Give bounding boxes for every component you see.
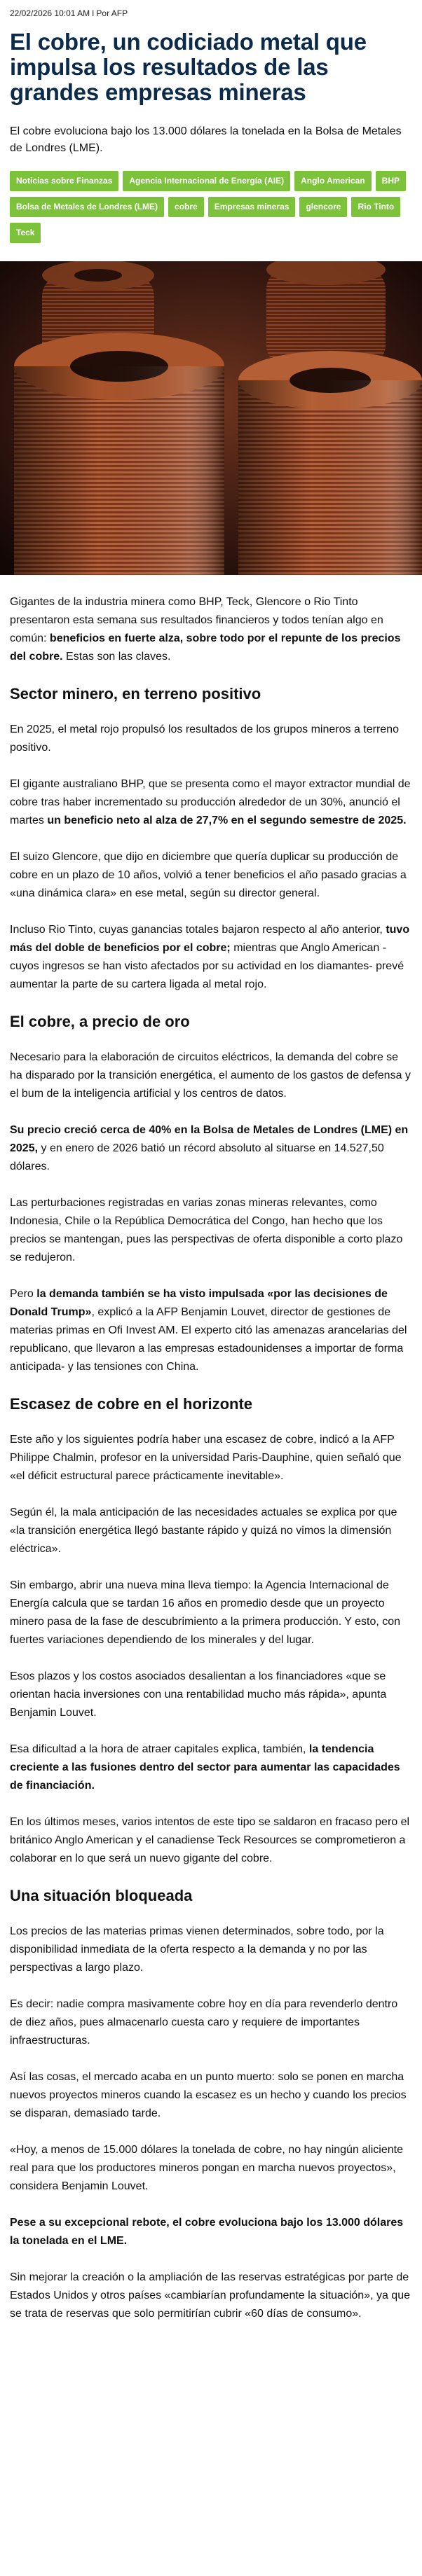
paragraph: En los últimos meses, varios intentos de este tipo se saldaron en fracaso pero el británico Anglo American y el canadiense Teck Resources se comprometieron a colaborar en lo que será un nuevo gigante del cobre. [10, 1816, 410, 1864]
section-heading: El cobre, a precio de oro [10, 1013, 190, 1030]
article [0, 0, 422, 243]
paragraph: Incluso Rio Tinto, cuyas ganancias totales bajaron respecto al año anterior, tuvo más del doble de beneficios por el cobre; mientras que Anglo American -cuyos ingresos se han visto afectados por su actividad en los diamantes- prevé aumentar la parte de su cartera ligada al metal rojo. [10, 924, 410, 990]
paragraph: Su precio creció cerca de 40% en la Bolsa de Metales de Londres (LME) en 2025, y en enero de 2026 batió un récord absoluto al situarse en 14.527,50 dólares. [10, 1124, 409, 1172]
tag[interactable]: Agencia Internacional de Energía (AIE) [123, 171, 290, 191]
section-heading: Una situación bloqueada [10, 1887, 193, 1904]
tag[interactable]: Teck [10, 223, 41, 243]
tag[interactable]: Empresas mineras [208, 197, 296, 217]
paragraph: En 2025, el metal rojo propulsó los resultados de los grupos mineros a terreno positivo. [10, 723, 399, 754]
paragraph: Sin mejorar la creación o la ampliación de las reservas estratégicas por parte de Estados Unidos y otros países «cambiarían profundamente la situación», ya que se trata de reservas que solo permitirían cubrir «60 días de consumo». [10, 2271, 410, 2320]
paragraph: Pero la demanda también se ha visto impulsada «por las decisiones de Donald Trump», explicó a la AFP Benjamin Louvet, director de gestiones de materias primas en Ofi Invest AM. El experto citó las amenazas arancelarias del republicano, que llevaron a las empresas estadounidenses a importar de forma anticipada- y las tensiones con China. [10, 1288, 407, 1373]
section-heading: Sector minero, en terreno positivo [10, 685, 261, 702]
lead: El cobre evoluciona bajo los 13.000 dólares la tonelada en la Bolsa de Metales de Londres (LME). [10, 125, 402, 154]
paragraph: El gigante australiano BHP, que se presenta como el mayor extractor mundial de cobre tras haber incrementado su producción alrededor de un 30%, anunció el martes un beneficio neto al alza de 27,7% en el segundo semestre de 2025. [10, 778, 411, 826]
paragraph: Según él, la mala anticipación de las necesidades actuales se explica por que «la transición energética llegó bastante rápido y quizá no vimos la dimensión eléctrica». [10, 1507, 397, 1555]
tag[interactable]: Rio Tinto [351, 197, 400, 217]
paragraph: Es decir: nadie compra masivamente cobre hoy en día para revenderlo dentro de diez años, pues almacenarlo cuesta caro y requiere de importantes infraestructuras. [10, 1998, 398, 2047]
section-heading: Escasez de cobre en el horizonte [10, 1395, 253, 1413]
paragraph: Sin embargo, abrir una nueva mina lleva tiempo: la Agencia Internacional de Energía calcula que se tardan 16 años en promedio desde que un proyecto minero pasa de la fase de descubrimiento a la primera producción. Y esto, con fuertes variaciones dependiendo de los minerales y del lugar. [10, 1579, 401, 1646]
paragraph: Esa dificultad a la hora de atraer capitales explica, también, la tendencia creciente a las fusiones dentro del sector para aumentar las capacidades de financiación. [10, 1743, 400, 1792]
copper-coils-photo [0, 261, 422, 575]
paragraph: Las perturbaciones registradas en varias zonas mineras relevantes, como Indonesia, Chile o la República Democrática del Congo, han hecho que los precios se mantengan, pues las perspectivas de oferta disponible a corto plazo se redujeron. [10, 1197, 403, 1263]
article-body [0, 593, 422, 2323]
paragraph: Los precios de las materias primas vienen determinados, sobre todo, por la disponibilidad inmediata de la oferta respecto a la demanda y no por las perspectivas a largo plazo. [10, 1925, 384, 1974]
tag[interactable]: BHP [376, 171, 406, 191]
paragraph: «Hoy, a menos de 15.000 dólares la tonelada de cobre, no hay ningún aliciente real para que los productores mineros pongan en marcha nuevos proyectos», considera Benjamin Louvet. [10, 2144, 403, 2192]
tag[interactable]: glencore [299, 197, 347, 217]
paragraph: Necesario para la elaboración de circuitos eléctricos, la demanda del cobre se ha disparado por la transición energética, el aumento de los gastos de defensa y el bum de la inteligencia artificial y los centros de datos. [10, 1051, 411, 1100]
tag-list [10, 171, 412, 243]
paragraph: Esos plazos y los costos asociados desalientan a los financiadores «que se orientan hacia inversiones con una rentabilidad mucho más rápida», apunta Benjamin Louvet. [10, 1670, 387, 1719]
paragraph: El suizo Glencore, que dijo en diciembre que quería duplicar su producción de cobre en un plazo de 10 años, volvió a tener beneficios el año pasado gracias a «una dinámica clara» en ese metal, según su director general. [10, 851, 407, 899]
dateline: 22/02/2026 10:01 AM l Por AFP [10, 8, 128, 18]
paragraph: Pese a su excepcional rebote, el cobre evoluciona bajo los 13.000 dólares la tonelada en el LME. [10, 2217, 404, 2247]
paragraph: Así las cosas, el mercado acaba en un punto muerto: solo se ponen en marcha nuevos proyectos mineros cuando la escasez es un hecho y cuando los precios se disparan, demasiado tarde. [10, 2071, 407, 2119]
paragraph: Gigantes de la industria minera como BHP, Teck, Glencore o Rio Tinto presentaron esta semana sus resultados financieros y todos tenían algo en común: beneficios en fuerte alza, sobre todo por el repunte de los precios del cobre. Estas son las claves. [10, 596, 401, 663]
tag[interactable]: Noticias sobre Finanzas [10, 171, 118, 191]
tag[interactable]: cobre [168, 197, 204, 217]
headline: El cobre, un codiciado metal que impulsa los resultados de las grandes empresas mineras [10, 29, 367, 105]
tag[interactable]: Bolsa de Metales de Londres (LME) [10, 197, 164, 217]
tag[interactable]: Anglo American [294, 171, 372, 191]
paragraph: Este año y los siguientes podría haber una escasez de cobre, indicó a la AFP Philippe Chalmin, profesor en la universidad Paris-Dauphine, quien señaló que «el déficit estructural parece prácticamente inevitable». [10, 1434, 402, 1482]
